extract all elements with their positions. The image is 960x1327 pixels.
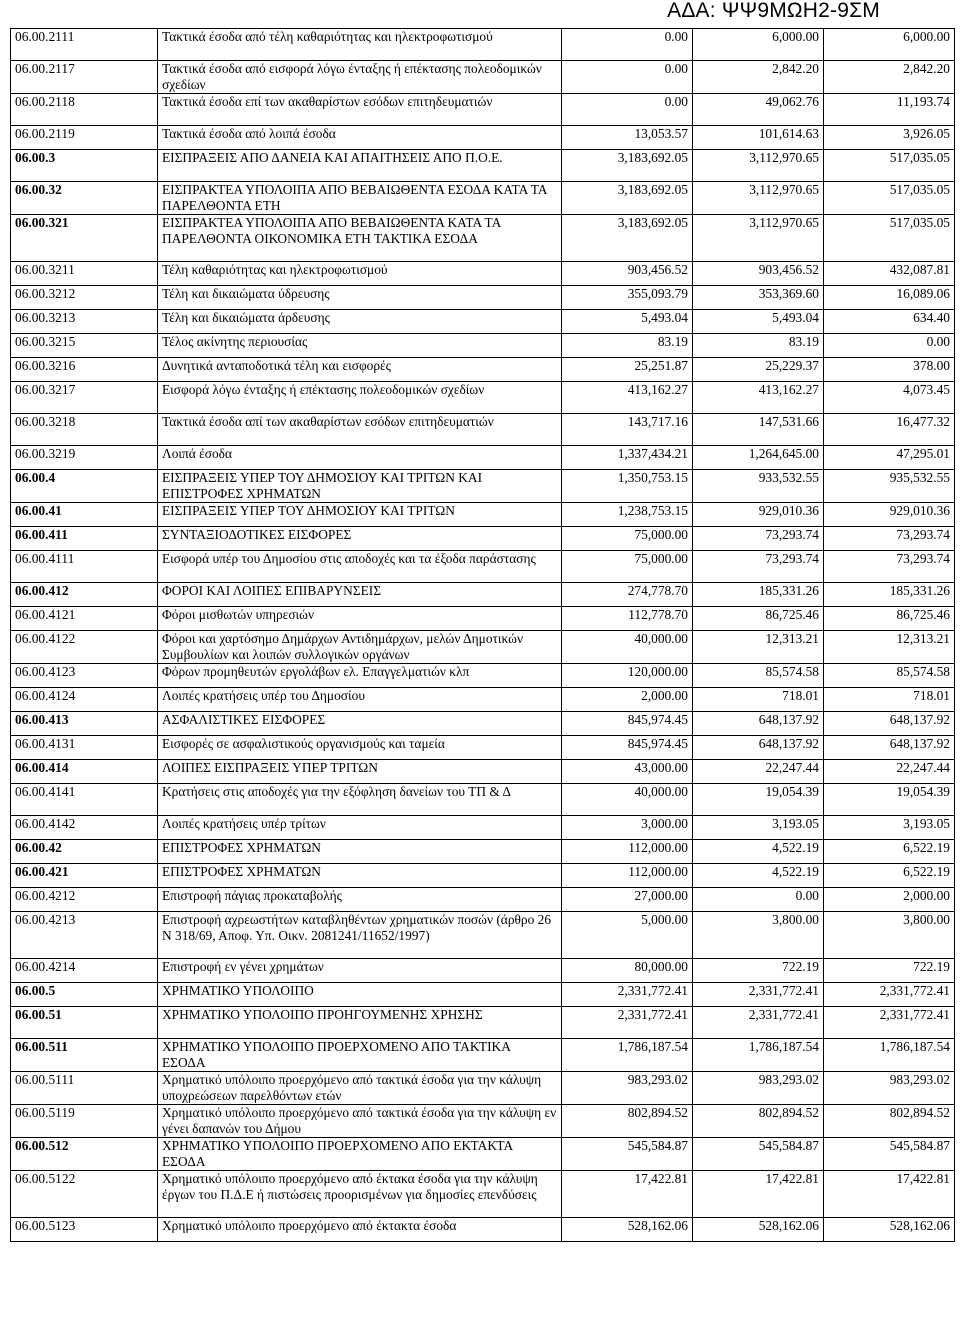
budgeted-amount-cell: 3,183,692.05	[562, 182, 693, 215]
collected-amount-cell: 378.00	[824, 358, 955, 382]
description-cell: ΕΙΣΠΡΑΚΤΕΑ ΥΠΟΛΟΙΠΑ ΑΠΟ ΒΕΒΑΙΩΘΕΝΤΑ ΚΑΤΑ ΤΑ ΠΑΡΕΛΘΟΝΤΑ ΟΙΚΟΝΟΜΙΚΑ ΕΤΗ ΤΑΚΤΙΚΑ ΕΣΟΔΑ	[158, 215, 562, 262]
collected-amount-cell: 4,073.45	[824, 382, 955, 414]
budgeted-amount-cell: 413,162.27	[562, 382, 693, 414]
description-cell: Τακτικά έσοδα επί των ακαθαρίστων εσόδων επιτηδευματιών	[158, 94, 562, 126]
collected-amount-cell: 0.00	[824, 334, 955, 358]
description-cell: ΦΟΡΟΙ ΚΑΙ ΛΟΙΠΕΣ ΕΠΙΒΑΡΥΝΣΕΙΣ	[158, 583, 562, 607]
budgeted-amount-cell: 2,331,772.41	[562, 983, 693, 1007]
certified-amount-cell: 3,112,970.65	[693, 215, 824, 262]
budgeted-amount-cell: 5,000.00	[562, 912, 693, 959]
budgeted-amount-cell: 545,584.87	[562, 1138, 693, 1171]
budgeted-amount-cell: 43,000.00	[562, 760, 693, 784]
description-cell: ΧΡΗΜΑΤΙΚΟ ΥΠΟΛΟΙΠΟ ΠΡΟΕΡΧΟΜΕΝΟ ΑΠΟ ΤΑΚΤΙΚΑ ΕΣΟΔΑ	[158, 1039, 562, 1072]
description-cell: Τακτικά έσοδα από λοιπά έσοδα	[158, 126, 562, 150]
account-code-cell: 06.00.4212	[11, 888, 158, 912]
collected-amount-cell: 802,894.52	[824, 1105, 955, 1138]
description-cell: ΑΣΦΑΛΙΣΤΙΚΕΣ ΕΙΣΦΟΡΕΣ	[158, 712, 562, 736]
description-cell: Τέλη και δικαιώματα άρδευσης	[158, 310, 562, 334]
description-cell: Τέλη καθαριότητας και ηλεκτροφωτισμού	[158, 262, 562, 286]
budgeted-amount-cell: 274,778.70	[562, 583, 693, 607]
collected-amount-cell: 3,926.05	[824, 126, 955, 150]
account-code-cell: 06.00.4142	[11, 816, 158, 840]
budgeted-amount-cell: 120,000.00	[562, 664, 693, 688]
account-code-cell: 06.00.3212	[11, 286, 158, 310]
certified-amount-cell: 3,112,970.65	[693, 182, 824, 215]
collected-amount-cell: 16,089.06	[824, 286, 955, 310]
certified-amount-cell: 718.01	[693, 688, 824, 712]
account-code-cell: 06.00.321	[11, 215, 158, 262]
collected-amount-cell: 19,054.39	[824, 784, 955, 816]
description-cell: ΛΟΙΠΕΣ ΕΙΣΠΡΑΞΕΙΣ ΥΠΕΡ ΤΡΙΤΩΝ	[158, 760, 562, 784]
collected-amount-cell: 2,331,772.41	[824, 983, 955, 1007]
account-code-cell: 06.00.4	[11, 470, 158, 503]
description-cell: Τακτικά έσοδα από τέλη καθαριότητας και ηλεκτροφωτισμού	[158, 29, 562, 61]
collected-amount-cell: 73,293.74	[824, 527, 955, 551]
collected-amount-cell: 85,574.58	[824, 664, 955, 688]
table-row	[11, 712, 955, 736]
description-cell: Λοιπά έσοδα	[158, 446, 562, 470]
certified-amount-cell: 1,264,645.00	[693, 446, 824, 470]
description-cell: Επιστροφή αχρεωστήτων καταβληθέντων χρηματικών ποσών (άρθρο 26 Ν 318/69, Αποφ. Υπ. Οικν. 2081241/11652/1997)	[158, 912, 562, 959]
budgeted-amount-cell: 3,183,692.05	[562, 215, 693, 262]
description-cell: ΕΠΙΣΤΡΟΦΕΣ ΧΡΗΜΑΤΩΝ	[158, 864, 562, 888]
certified-amount-cell: 2,331,772.41	[693, 1007, 824, 1039]
budgeted-amount-cell: 75,000.00	[562, 551, 693, 583]
table-row	[11, 334, 955, 358]
budgeted-amount-cell: 802,894.52	[562, 1105, 693, 1138]
description-cell: ΧΡΗΜΑΤΙΚΟ ΥΠΟΛΟΙΠΟ	[158, 983, 562, 1007]
collected-amount-cell: 6,522.19	[824, 840, 955, 864]
account-code-cell: 06.00.512	[11, 1138, 158, 1171]
certified-amount-cell: 101,614.63	[693, 126, 824, 150]
budgeted-amount-cell: 1,350,753.15	[562, 470, 693, 503]
description-cell: Επιστροφή πάγιας προκαταβολής	[158, 888, 562, 912]
collected-amount-cell: 545,584.87	[824, 1138, 955, 1171]
table-row	[11, 760, 955, 784]
table-row	[11, 527, 955, 551]
certified-amount-cell: 12,313.21	[693, 631, 824, 664]
description-cell: Φόροι και χαρτόσημο Δημάρχων Αντιδημάρχων, μελών Δημοτικών Συμβουλίων και λοιπών συλλογικών οργάνων	[158, 631, 562, 664]
account-code-cell: 06.00.3215	[11, 334, 158, 358]
collected-amount-cell: 185,331.26	[824, 583, 955, 607]
table-row	[11, 262, 955, 286]
collected-amount-cell: 528,162.06	[824, 1218, 955, 1242]
budgeted-amount-cell: 80,000.00	[562, 959, 693, 983]
table-row	[11, 664, 955, 688]
budgeted-amount-cell: 903,456.52	[562, 262, 693, 286]
budgeted-amount-cell: 112,000.00	[562, 864, 693, 888]
description-cell: Εισφορά υπέρ του Δημοσίου στις αποδοχές και τα έξοδα παράστασης	[158, 551, 562, 583]
budgeted-amount-cell: 5,493.04	[562, 310, 693, 334]
collected-amount-cell: 722.19	[824, 959, 955, 983]
certified-amount-cell: 802,894.52	[693, 1105, 824, 1138]
table-row	[11, 840, 955, 864]
account-code-cell: 06.00.5122	[11, 1171, 158, 1218]
description-cell: ΕΙΣΠΡΑΞΕΙΣ ΥΠΕΡ ΤΟΥ ΔΗΜΟΣΙΟΥ ΚΑΙ ΤΡΙΤΩΝ	[158, 503, 562, 527]
collected-amount-cell: 648,137.92	[824, 736, 955, 760]
account-code-cell: 06.00.2118	[11, 94, 158, 126]
certified-amount-cell: 528,162.06	[693, 1218, 824, 1242]
account-code-cell: 06.00.5	[11, 983, 158, 1007]
description-cell: ΕΠΙΣΤΡΟΦΕΣ ΧΡΗΜΑΤΩΝ	[158, 840, 562, 864]
collected-amount-cell: 86,725.46	[824, 607, 955, 631]
table-row	[11, 864, 955, 888]
table-row	[11, 1218, 955, 1242]
collected-amount-cell: 983,293.02	[824, 1072, 955, 1105]
budgeted-amount-cell: 3,183,692.05	[562, 150, 693, 182]
account-code-cell: 06.00.3218	[11, 414, 158, 446]
description-cell: Χρηματικό υπόλοιπο προερχόμενο από έκτακα έσοδα για την κάλυψη έργων του Π.Δ.Ε ή πιστώσεις προορισμένων για δημοσίες επενδύσεις	[158, 1171, 562, 1218]
collected-amount-cell: 517,035.05	[824, 215, 955, 262]
description-cell: Τέλος ακίνητης περιουσίας	[158, 334, 562, 358]
collected-amount-cell: 6,522.19	[824, 864, 955, 888]
certified-amount-cell: 903,456.52	[693, 262, 824, 286]
collected-amount-cell: 12,313.21	[824, 631, 955, 664]
collected-amount-cell: 1,786,187.54	[824, 1039, 955, 1072]
description-cell: ΕΙΣΠΡΑΚΤΕΑ ΥΠΟΛΟΙΠΑ ΑΠΟ ΒΕΒΑΙΩΘΕΝΤΑ ΕΣΟΔΑ ΚΑΤΑ ΤΑ ΠΑΡΕΛΘΟΝΤΑ ΕΤΗ	[158, 182, 562, 215]
table-row	[11, 1138, 955, 1171]
collected-amount-cell: 22,247.44	[824, 760, 955, 784]
collected-amount-cell: 935,532.55	[824, 470, 955, 503]
account-code-cell: 06.00.414	[11, 760, 158, 784]
table-row	[11, 983, 955, 1007]
budgeted-amount-cell: 0.00	[562, 94, 693, 126]
table-row	[11, 583, 955, 607]
description-cell: Τακτικά έσοδα απί των ακαθαρίστων εσόδων επιτηδευματιών	[158, 414, 562, 446]
collected-amount-cell: 11,193.74	[824, 94, 955, 126]
table-row	[11, 94, 955, 126]
table-row	[11, 912, 955, 959]
budgeted-amount-cell: 13,053.57	[562, 126, 693, 150]
certified-amount-cell: 185,331.26	[693, 583, 824, 607]
table-row	[11, 888, 955, 912]
collected-amount-cell: 6,000.00	[824, 29, 955, 61]
description-cell: Δυνητικά ανταποδοτικά τέλη και εισφορές	[158, 358, 562, 382]
account-code-cell: 06.00.4111	[11, 551, 158, 583]
budgeted-amount-cell: 355,093.79	[562, 286, 693, 310]
account-code-cell: 06.00.4121	[11, 607, 158, 631]
table-row	[11, 1039, 955, 1072]
account-code-cell: 06.00.42	[11, 840, 158, 864]
table-row	[11, 736, 955, 760]
description-cell: ΕΙΣΠΡΑΞΕΙΣ ΥΠΕΡ ΤΟΥ ΔΗΜΟΣΙΟΥ ΚΑΙ ΤΡΙΤΩΝ ΚΑΙ ΕΠΙΣΤΡΟΦΕΣ ΧΡΗΜΑΤΩΝ	[158, 470, 562, 503]
budgeted-amount-cell: 17,422.81	[562, 1171, 693, 1218]
ada-code: ΑΔΑ: ΨΨ9ΜΩΗ2-9ΣΜ	[667, 0, 880, 22]
table-row	[11, 631, 955, 664]
certified-amount-cell: 19,054.39	[693, 784, 824, 816]
certified-amount-cell: 73,293.74	[693, 551, 824, 583]
table-row	[11, 215, 955, 262]
budgeted-amount-cell: 25,251.87	[562, 358, 693, 382]
account-code-cell: 06.00.4214	[11, 959, 158, 983]
budgeted-amount-cell: 528,162.06	[562, 1218, 693, 1242]
certified-amount-cell: 545,584.87	[693, 1138, 824, 1171]
certified-amount-cell: 22,247.44	[693, 760, 824, 784]
certified-amount-cell: 147,531.66	[693, 414, 824, 446]
collected-amount-cell: 47,295.01	[824, 446, 955, 470]
account-code-cell: 06.00.5123	[11, 1218, 158, 1242]
certified-amount-cell: 648,137.92	[693, 712, 824, 736]
certified-amount-cell: 25,229.37	[693, 358, 824, 382]
account-code-cell: 06.00.51	[11, 1007, 158, 1039]
collected-amount-cell: 432,087.81	[824, 262, 955, 286]
account-code-cell: 06.00.4141	[11, 784, 158, 816]
account-code-cell: 06.00.3217	[11, 382, 158, 414]
account-code-cell: 06.00.413	[11, 712, 158, 736]
account-code-cell: 06.00.32	[11, 182, 158, 215]
description-cell: Εισφορά λόγω ένταξης ή επέκτασης πολεοδομικών σχεδίων	[158, 382, 562, 414]
account-code-cell: 06.00.4213	[11, 912, 158, 959]
description-cell: Τακτικά έσοδα από εισφορά λόγω ένταξης ή επέκτασης πολεοδομικών σχεδίων	[158, 61, 562, 94]
table-row	[11, 446, 955, 470]
certified-amount-cell: 2,331,772.41	[693, 983, 824, 1007]
table-row	[11, 688, 955, 712]
account-code-cell: 06.00.41	[11, 503, 158, 527]
certified-amount-cell: 722.19	[693, 959, 824, 983]
collected-amount-cell: 634.40	[824, 310, 955, 334]
table-row	[11, 1007, 955, 1039]
description-cell: Κρατήσεις στις αποδοχές για την εξόφληση δανείων του ΤΠ & Δ	[158, 784, 562, 816]
account-code-cell: 06.00.2119	[11, 126, 158, 150]
collected-amount-cell: 73,293.74	[824, 551, 955, 583]
certified-amount-cell: 2,842.20	[693, 61, 824, 94]
budgeted-amount-cell: 83.19	[562, 334, 693, 358]
table-row	[11, 150, 955, 182]
account-code-cell: 06.00.3211	[11, 262, 158, 286]
account-code-cell: 06.00.4122	[11, 631, 158, 664]
collected-amount-cell: 3,800.00	[824, 912, 955, 959]
certified-amount-cell: 353,369.60	[693, 286, 824, 310]
table-row	[11, 607, 955, 631]
description-cell: Εισφορές σε ασφαλιστικούς οργανισμούς και ταμεία	[158, 736, 562, 760]
budgeted-amount-cell: 845,974.45	[562, 736, 693, 760]
table-row	[11, 310, 955, 334]
budgeted-amount-cell: 112,000.00	[562, 840, 693, 864]
table-row	[11, 816, 955, 840]
certified-amount-cell: 933,532.55	[693, 470, 824, 503]
description-cell: Χρηματικό υπόλοιπο προερχόμενο από τακτικά έσοδα για την κάλυψη εν γένει δαπανών του Δήμου	[158, 1105, 562, 1138]
certified-amount-cell: 6,000.00	[693, 29, 824, 61]
budgeted-amount-cell: 1,337,434.21	[562, 446, 693, 470]
certified-amount-cell: 85,574.58	[693, 664, 824, 688]
collected-amount-cell: 929,010.36	[824, 503, 955, 527]
description-cell: ΧΡΗΜΑΤΙΚΟ ΥΠΟΛΟΙΠΟ ΠΡΟΕΡΧΟΜΕΝΟ ΑΠΟ ΕΚΤΑΚΤΑ ΕΣΟΔΑ	[158, 1138, 562, 1171]
budgeted-amount-cell: 983,293.02	[562, 1072, 693, 1105]
collected-amount-cell: 3,193.05	[824, 816, 955, 840]
budgeted-amount-cell: 2,331,772.41	[562, 1007, 693, 1039]
certified-amount-cell: 1,786,187.54	[693, 1039, 824, 1072]
table-row	[11, 286, 955, 310]
table-row	[11, 182, 955, 215]
description-cell: Φόροι μισθωτών υπηρεσιών	[158, 607, 562, 631]
description-cell: Τέλη και δικαιώματα ύδρευσης	[158, 286, 562, 310]
account-code-cell: 06.00.4131	[11, 736, 158, 760]
budgeted-amount-cell: 40,000.00	[562, 631, 693, 664]
description-cell: ΣΥΝΤΑΞΙΟΔΟΤΙΚΕΣ ΕΙΣΦΟΡΕΣ	[158, 527, 562, 551]
table-row	[11, 470, 955, 503]
certified-amount-cell: 17,422.81	[693, 1171, 824, 1218]
certified-amount-cell: 983,293.02	[693, 1072, 824, 1105]
certified-amount-cell: 3,112,970.65	[693, 150, 824, 182]
table-row	[11, 382, 955, 414]
account-code-cell: 06.00.5111	[11, 1072, 158, 1105]
budgeted-amount-cell: 1,786,187.54	[562, 1039, 693, 1072]
collected-amount-cell: 2,000.00	[824, 888, 955, 912]
collected-amount-cell: 16,477.32	[824, 414, 955, 446]
description-cell: Χρηματικό υπόλοιπο προερχόμενο από έκτακτα έσοδα	[158, 1218, 562, 1242]
table-row	[11, 414, 955, 446]
collected-amount-cell: 517,035.05	[824, 182, 955, 215]
account-code-cell: 06.00.3219	[11, 446, 158, 470]
certified-amount-cell: 5,493.04	[693, 310, 824, 334]
certified-amount-cell: 86,725.46	[693, 607, 824, 631]
account-code-cell: 06.00.421	[11, 864, 158, 888]
table-row	[11, 1105, 955, 1138]
description-cell: Επιστροφή εν γένει χρημάτων	[158, 959, 562, 983]
table-row	[11, 1072, 955, 1105]
budgeted-amount-cell: 3,000.00	[562, 816, 693, 840]
description-cell: Χρηματικό υπόλοιπο προερχόμενο από τακτικά έσοδα για την κάλυψη υποχρεώσεων παρελθόντων ετών	[158, 1072, 562, 1105]
certified-amount-cell: 0.00	[693, 888, 824, 912]
budgeted-amount-cell: 2,000.00	[562, 688, 693, 712]
collected-amount-cell: 517,035.05	[824, 150, 955, 182]
table-row	[11, 126, 955, 150]
description-cell: Λοιπές κρατήσεις υπέρ τρίτων	[158, 816, 562, 840]
table-row	[11, 1171, 955, 1218]
table-row	[11, 29, 955, 61]
account-code-cell: 06.00.3213	[11, 310, 158, 334]
revenue-table	[10, 28, 955, 1242]
budgeted-amount-cell: 0.00	[562, 29, 693, 61]
budgeted-amount-cell: 0.00	[562, 61, 693, 94]
description-cell: Λοιπές κρατήσεις υπέρ του Δημοσίου	[158, 688, 562, 712]
account-code-cell: 06.00.4123	[11, 664, 158, 688]
certified-amount-cell: 83.19	[693, 334, 824, 358]
table-row	[11, 61, 955, 94]
table-row	[11, 551, 955, 583]
certified-amount-cell: 413,162.27	[693, 382, 824, 414]
revenue-table-body	[11, 29, 955, 1242]
budgeted-amount-cell: 1,238,753.15	[562, 503, 693, 527]
table-row	[11, 503, 955, 527]
account-code-cell: 06.00.2111	[11, 29, 158, 61]
account-code-cell: 06.00.3216	[11, 358, 158, 382]
collected-amount-cell: 718.01	[824, 688, 955, 712]
table-row	[11, 358, 955, 382]
collected-amount-cell: 17,422.81	[824, 1171, 955, 1218]
certified-amount-cell: 4,522.19	[693, 864, 824, 888]
budgeted-amount-cell: 40,000.00	[562, 784, 693, 816]
certified-amount-cell: 929,010.36	[693, 503, 824, 527]
certified-amount-cell: 4,522.19	[693, 840, 824, 864]
account-code-cell: 06.00.4124	[11, 688, 158, 712]
account-code-cell: 06.00.5119	[11, 1105, 158, 1138]
budgeted-amount-cell: 143,717.16	[562, 414, 693, 446]
description-cell: ΧΡΗΜΑΤΙΚΟ ΥΠΟΛΟΙΠΟ ΠΡΟΗΓΟΥΜΕΝΗΣ ΧΡΗΣΗΣ	[158, 1007, 562, 1039]
certified-amount-cell: 3,193.05	[693, 816, 824, 840]
account-code-cell: 06.00.511	[11, 1039, 158, 1072]
certified-amount-cell: 73,293.74	[693, 527, 824, 551]
budgeted-amount-cell: 845,974.45	[562, 712, 693, 736]
account-code-cell: 06.00.411	[11, 527, 158, 551]
description-cell: Φόρων προμηθευτών εργολάβων ελ. Επαγγελματιών κλπ	[158, 664, 562, 688]
description-cell: ΕΙΣΠΡΑΞΕΙΣ ΑΠΟ ΔΑΝΕΙΑ ΚΑΙ ΑΠΑΙΤΗΣΕΙΣ ΑΠΟ Π.Ο.Ε.	[158, 150, 562, 182]
table-row	[11, 784, 955, 816]
account-code-cell: 06.00.3	[11, 150, 158, 182]
budgeted-amount-cell: 75,000.00	[562, 527, 693, 551]
certified-amount-cell: 648,137.92	[693, 736, 824, 760]
collected-amount-cell: 2,331,772.41	[824, 1007, 955, 1039]
table-row	[11, 959, 955, 983]
certified-amount-cell: 49,062.76	[693, 94, 824, 126]
collected-amount-cell: 2,842.20	[824, 61, 955, 94]
account-code-cell: 06.00.2117	[11, 61, 158, 94]
account-code-cell: 06.00.412	[11, 583, 158, 607]
collected-amount-cell: 648,137.92	[824, 712, 955, 736]
certified-amount-cell: 3,800.00	[693, 912, 824, 959]
budgeted-amount-cell: 112,778.70	[562, 607, 693, 631]
budgeted-amount-cell: 27,000.00	[562, 888, 693, 912]
